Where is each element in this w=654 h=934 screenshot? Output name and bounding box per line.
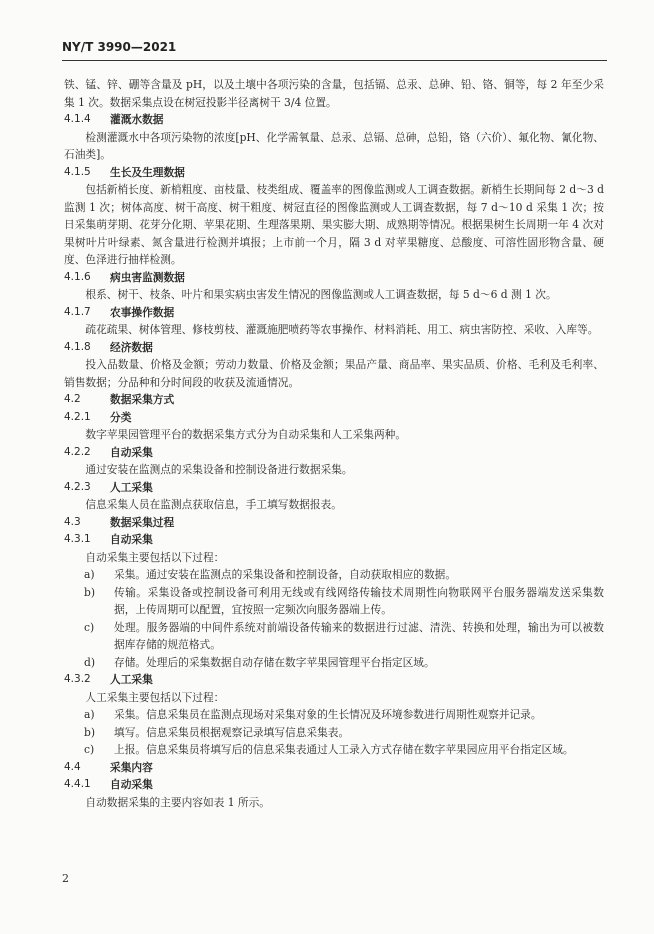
section-title: 自动采集 <box>110 778 153 791</box>
section-number: 4.1.8 <box>64 340 91 353</box>
section-title: 病虫害监测数据 <box>110 270 185 284</box>
list-item-text: 采集。通过安装在监测点的采集设备和控制设备，自动获取相应的数据。 <box>114 568 457 581</box>
section-number: 4.1.7 <box>64 305 91 318</box>
section-heading <box>64 759 604 777</box>
paragraph: 自动采集主要包括以下过程： <box>85 550 225 564</box>
section-number: 4.3.1 <box>64 533 91 545</box>
section-title: 经济数据 <box>110 340 153 354</box>
list-item <box>64 619 604 654</box>
list-marker: a) <box>84 568 95 581</box>
section-number: 4.4 <box>64 760 81 773</box>
section-title: 人工采集 <box>110 673 153 686</box>
list-item <box>64 566 604 584</box>
list-marker: c) <box>84 743 95 756</box>
section-title: 自动采集 <box>110 445 153 459</box>
section-heading <box>64 391 604 409</box>
paragraph: 人工采集主要包括以下过程： <box>85 690 225 704</box>
section-title: 数据采集过程 <box>110 515 175 529</box>
list-item <box>64 654 604 672</box>
section-number: 4.2.1 <box>64 410 91 423</box>
page-body <box>64 76 604 811</box>
section-heading <box>64 514 604 532</box>
section-title: 人工采集 <box>110 480 153 494</box>
paragraph: 检测灌溉水中各项污染物的浓度[pH、化学需氧量、总汞、总镉、总砷，总铅，铬（六价）、氟化物、氰化物、石油类]。 <box>64 130 604 161</box>
section-number: 4.1.4 <box>64 113 91 125</box>
paragraph: 包括新梢长度、新梢粗度、亩枝量、枝类组成、覆盖率的图像监测或人工调查数据。新梢生长期间每 2 d～3 d 监测 1 次；树体高度、树干高度、树干粗度、树冠直径的图像监测或人工调查数据，每 7 d～10 d 采集 1 次；按日采集萌芽期、花芽分化期、苹果花期、生理落果期、果实膨大期、成熟期等情况。根据果树生长周期一年 4 次对果树叶片叶绿素、氮含量进行检测并填报；上市前一个月，隔 3 d 对苹果糖度、总酸度、可溶性固形物含量、硬度、色泽进行抽样检测。 <box>64 183 604 266</box>
list-item <box>64 741 604 759</box>
doc-code-header: NY/T 3990—2021 <box>62 40 177 54</box>
section-heading <box>64 444 604 462</box>
section-number: 4.3 <box>64 515 81 528</box>
section-title: 自动采集 <box>110 533 153 546</box>
section-heading <box>64 671 604 689</box>
paragraph: 根系、树干、枝条、叶片和果实病虫害发生情况的图像监测或人工调查数据，每 5 d～6 d 测 1 次。 <box>85 288 557 301</box>
header-rule <box>62 60 607 61</box>
section-title: 数据采集方式 <box>110 393 175 406</box>
section-title: 生长及生理数据 <box>110 165 185 179</box>
list-item-text: 存储。处理后的采集数据自动存储在数字苹果园管理平台指定区域。 <box>114 655 435 669</box>
section-number: 4.4.1 <box>64 778 91 790</box>
list-marker: a) <box>84 708 95 721</box>
paragraph: 铁、锰、锌、硼等含量及 pH，以及土壤中各项污染的含量，包括镉、总汞、总砷、铅、铬、铜等，每 2 年至少采集 1 次。数据采集点设在树冠投影半径离树干 3/4 位置。 <box>64 78 604 109</box>
section-title: 农事操作数据 <box>110 305 175 319</box>
paragraph: 疏花疏果、树体管理、修枝剪枝、灌溉施肥喷药等农事操作、材料消耗、用工、病虫害防控、采收、入库等。 <box>85 323 599 336</box>
section-number: 4.2.2 <box>64 445 91 458</box>
section-heading <box>64 304 604 322</box>
section-number: 4.1.6 <box>64 270 91 283</box>
list-marker: d) <box>84 655 96 669</box>
list-item <box>64 584 604 619</box>
paragraph: 数字苹果园管理平台的数据采集方式分为自动采集和人工采集两种。 <box>85 428 407 441</box>
list-marker: b) <box>84 585 96 599</box>
list-item <box>64 706 604 724</box>
section-heading <box>64 111 604 129</box>
section-heading <box>64 269 604 287</box>
section-number: 4.2 <box>64 393 81 405</box>
section-heading <box>64 339 604 357</box>
paragraph: 通过安装在监测点的采集设备和控制设备进行数据采集。 <box>85 463 353 476</box>
section-heading <box>64 776 604 794</box>
page-number: 2 <box>62 872 69 885</box>
paragraph: 投入品数量、价格及金额；劳动力数量、价格及金额；果品产量、商品率、果实品质、价格、毛利及毛利率、销售数据；分品种和分时间段的收获及流通情况。 <box>64 358 604 389</box>
section-heading <box>64 479 604 497</box>
section-heading <box>64 531 604 549</box>
list-item-text: 填写。信息采集员根据观察记录填写信息采集表。 <box>114 725 350 739</box>
list-item-text: 采集。信息采集员在监测点现场对采集对象的生长情况及环境参数进行周期性观察并记录。 <box>114 708 542 721</box>
section-number: 4.1.5 <box>64 165 91 178</box>
list-item-text: 处理。服务器端的中间件系统对前端设备传输来的数据进行过滤、清洗、转换和处理，输出为可以被数据库存储的规范格式。 <box>114 620 604 651</box>
list-marker: c) <box>84 620 95 634</box>
list-item-text: 传输。采集设备或控制设备可利用无线或有线网络传输技术周期性向物联网平台服务器端发送采集数据，上传周期可以配置，宜按照一定频次向服务器端上传。 <box>114 585 604 616</box>
section-number: 4.2.3 <box>64 480 91 493</box>
section-title: 分类 <box>110 410 132 424</box>
paragraph: 信息采集人员在监测点获取信息，手工填写数据报表。 <box>85 498 342 511</box>
list-item <box>64 724 604 742</box>
list-marker: b) <box>84 725 96 739</box>
list-item-text: 上报。信息采集员将填写后的信息采集表通过人工录入方式存储在数字苹果园应用平台指定区域。 <box>114 743 574 756</box>
section-heading <box>64 164 604 182</box>
section-heading <box>64 409 604 427</box>
section-title: 灌溉水数据 <box>110 113 164 126</box>
paragraph: 自动数据采集的主要内容如表 1 所示。 <box>85 795 270 809</box>
section-number: 4.3.2 <box>64 673 91 685</box>
section-title: 采集内容 <box>110 760 153 774</box>
